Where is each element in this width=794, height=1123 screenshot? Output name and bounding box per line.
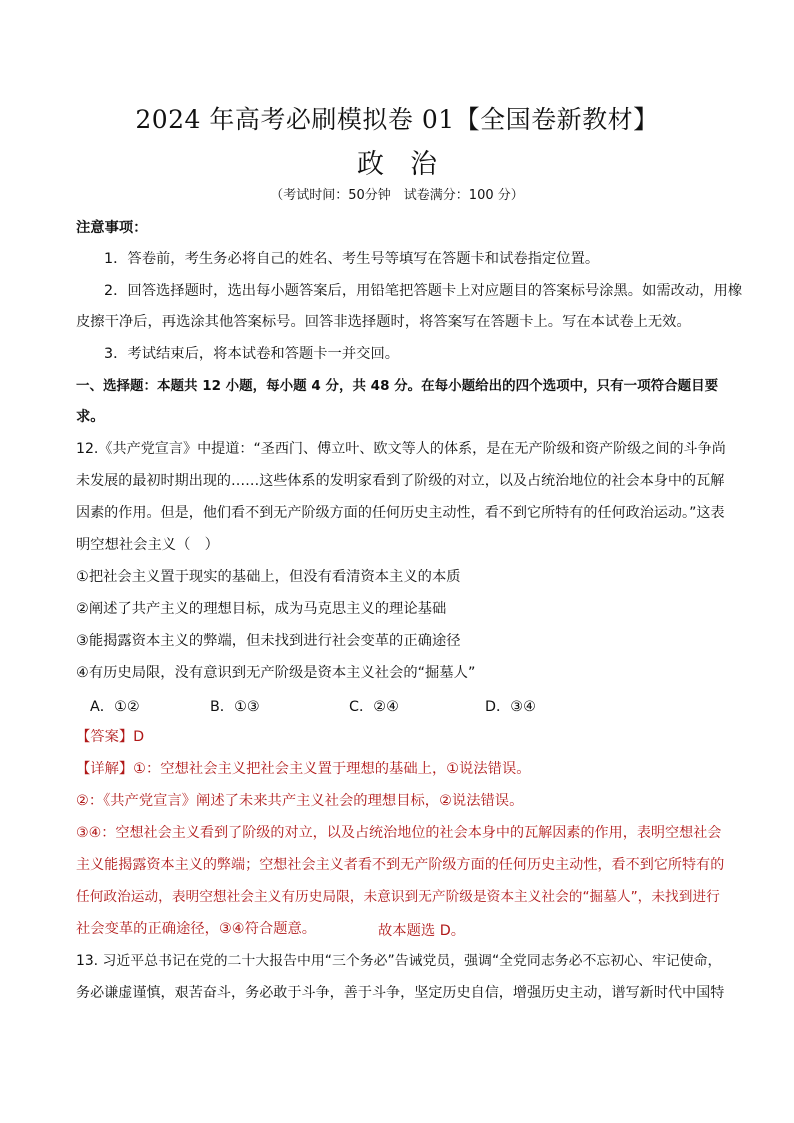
- q12-detail-line: 任何政治运动，表明空想社会主义有历史局限，未意识到无产阶级是资本主义社会的“掘墓人”，未找到进行: [76, 889, 720, 905]
- q12-detail-line: 主义能揭露资本主义的弊端；空想社会主义者看不到无产阶级方面的任何历史主动性，看不到它所特有的: [76, 857, 725, 873]
- q12-detail-line: 社会变革的正确途径，③④符合题意。: [76, 921, 317, 937]
- q12-detail-line: ③④：空想社会主义看到了阶级的对立，以及占统治地位的社会本身中的瓦解因素的作用，表明空想社会: [76, 825, 722, 841]
- q12-option-d: D．③④: [485, 699, 536, 715]
- q12-statement-3: ③能揭露资本主义的弊端，但未找到进行社会变革的正确途径: [76, 633, 461, 649]
- q12-final-choice: 故本题选 D。: [378, 923, 466, 939]
- q12-option-a: A．①②: [90, 699, 140, 715]
- note-item-2-cont: 皮擦干净后，再选涂其他答案标号。回答非选择题时，将答案写在答题卡上。写在本试卷上无效。: [76, 314, 691, 330]
- q12-option-c: C．②④: [349, 699, 399, 715]
- note-item-1: 1．答卷前，考生务必将自己的姓名、考生号等填写在答题卡和试卷指定位置。: [104, 251, 600, 267]
- subject-title: 政治: [357, 149, 463, 180]
- q12-stem-line: 因素的作用。但是，他们看不到无产阶级方面的任何历史主动性，看不到它所特有的任何政治运动。”这表: [76, 505, 725, 521]
- q12-detail-line: ②：《共产党宣言》阐述了未来共产主义社会的理想目标，②说法错误。: [76, 793, 524, 809]
- q12-stem-line: 未发展的最初时期出现的……这些体系的发明家看到了阶级的对立，以及占统治地位的社会本身中的瓦解: [76, 473, 725, 489]
- note-item-2: 2．回答选择题时，选出每小题答案后，用铅笔把答题卡上对应题目的答案标号涂黑。如需改动，用橡: [104, 283, 743, 299]
- q12-statement-2: ②阐述了共产主义的理想目标，成为马克思主义的理论基础: [76, 601, 447, 617]
- notes-heading: 注意事项：: [76, 220, 148, 236]
- q12-answer: 【答案】D: [76, 729, 145, 745]
- section-heading: 一、选择题：本题共 12 小题，每小题 4 分，共 48 分。在每小题给出的四个选项中，只有一项符合题目要: [76, 378, 719, 394]
- q13-stem-line: 13. 习近平总书记在党的二十大报告中用“三个务必”告诫党员，强调“全党同志务必不忘初心、牢记使命，: [76, 953, 722, 969]
- section-heading-cont: 求。: [76, 409, 105, 425]
- exam-meta: （考试时间：50分钟 试卷满分：100 分）: [270, 188, 524, 203]
- q12-stem-line: 12.《共产党宣言》中提道：“圣西门、傅立叶、欧文等人的体系，是在无产阶级和资产阶级之间的斗争尚: [76, 441, 726, 457]
- q12-option-b: B．①③: [210, 699, 260, 715]
- q12-stem-line: 明空想社会主义（ ）: [76, 537, 219, 553]
- q12-statement-4: ④有历史局限，没有意识到无产阶级是资本主义社会的“掘墓人”: [76, 665, 476, 681]
- note-item-3: 3．考试结束后，将本试卷和答题卡一并交回。: [104, 346, 400, 362]
- q13-stem-line: 务必谦虚谨慎，艰苦奋斗，务必敢于斗争，善于斗争，坚定历史自信，增强历史主动，谱写新时代中国特: [76, 985, 725, 1001]
- q12-statement-1: ①把社会主义置于现实的基础上，但没有看清资本主义的本质: [76, 569, 461, 585]
- q12-detail-line: 【详解】①：空想社会主义把社会主义置于理想的基础上，①说法错误。: [76, 761, 531, 777]
- exam-title: 2024 年高考必刷模拟卷 01【全国卷新教材】: [135, 105, 659, 134]
